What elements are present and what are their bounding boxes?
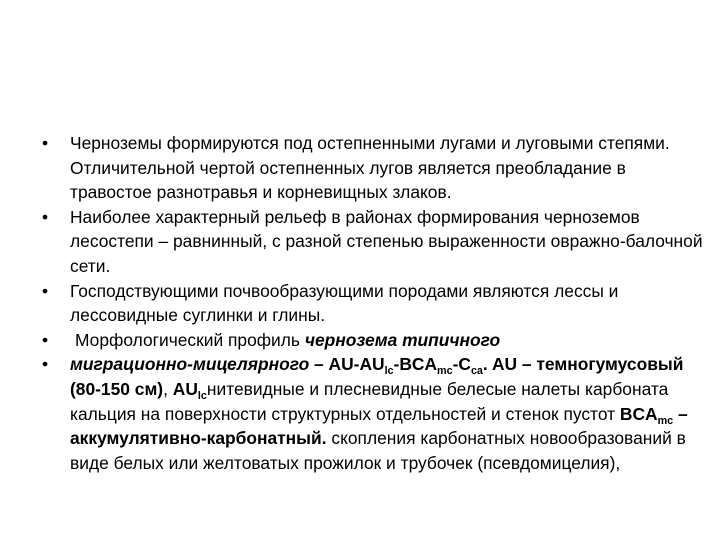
item-text: нитевидные и плесневидные белесые налеты карбоната кальция на поверхности структурных отдельностей и стенок пустот [70,378,669,424]
list-item: • миграционно-мицелярного – $AU-AU_{lc}-BCA_{mc}-C_{ca}$. AU – темногумусовый (80-150 см), $AU_{lc}нитевидные$ и плесневидные белесые налеты карбоната кальция на поверхности структурных отдельностей и стенок пустот $BCA_{mc}$ – аккумулятивно-карбонатный. скопления карбонатных новообразований в виде белых или желтоватых прожилок и трубочек (псевдомицелия), [38,352,708,475]
bullet-dot: • [41,133,49,153]
soil-type-emphasis: черноземa типичного [304,329,501,350]
bullet-dot: • [41,354,49,375]
item-text: Господствующими почвообразующими породами являются лессы и лессовидные суглинки и глины. [70,280,619,326]
item-text: Черноземы формируются под остепненными лугами и луговыми степями. Отличительной чертой остепненных лугов является преобладание в травостое разнотравья и корневищных злаков. [70,133,670,203]
soil-subtype-emphasis: миграционно-мицелярного – [70,354,329,375]
horizon-formula: $AU-AU_{lc}-BCA_{mc}-C_{ca}$. AU – темногумусовый (80-150 см) [70,354,684,399]
bullet-list [38,131,708,475]
list-item [38,279,708,328]
list-item [38,205,708,279]
list-item [38,131,708,205]
horizon-bca-mc: $BCA_{mc}$ – аккумулятивно-карбонатный. [70,403,688,449]
bullet-dot: • [41,280,49,301]
item-text: Морфологический профиль [75,329,305,350]
item-text: Наиболее характерный рельеф в районах формирования черноземов лесостепи – равнинный, с разной степенью выраженности овражно-балочной сети. [70,206,703,276]
bullet-dot: • [41,206,49,227]
list-item [38,328,708,353]
item-text: скопления карбонатных новообразований в виде белых или желтоватых прожилок и трубочек (псевдомицелия), [70,428,686,473]
bullet-dot: • [41,329,49,350]
horizon-au-lc: $AU_{lc}$ [172,378,207,402]
